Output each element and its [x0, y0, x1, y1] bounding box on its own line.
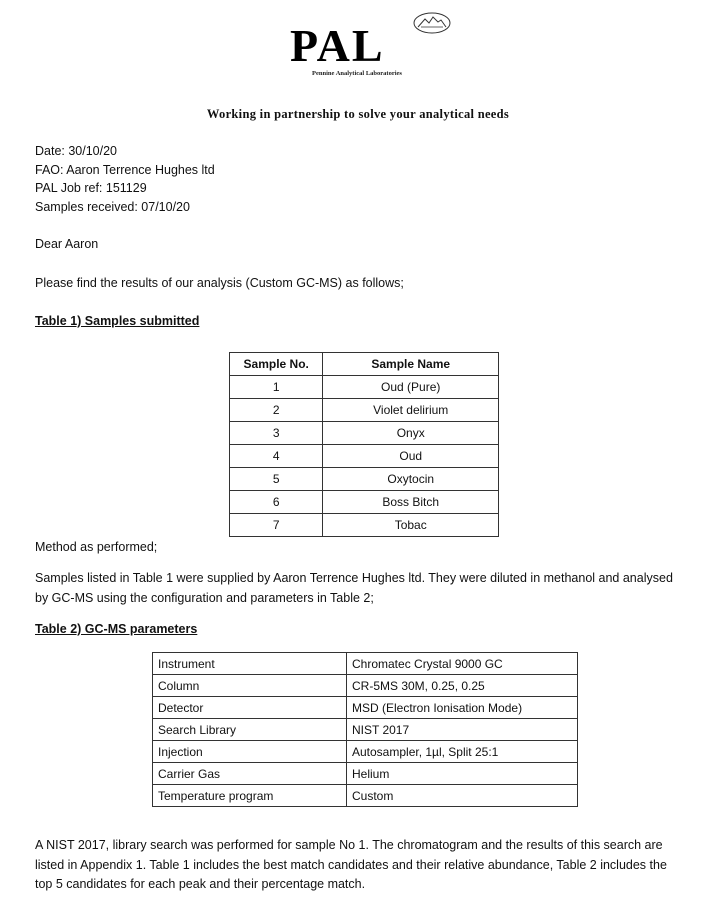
sample-no-cell: 4	[230, 445, 323, 468]
table-row	[230, 376, 499, 399]
samples-table	[229, 352, 499, 537]
sample-name-cell: Violet delirium	[323, 399, 499, 422]
logo: PAL	[290, 20, 385, 71]
table-row	[153, 785, 578, 807]
date-line: Date: 30/10/20	[35, 144, 118, 158]
gcms-parameters-table	[152, 652, 578, 807]
table1-heading: Table 1) Samples submitted	[35, 314, 200, 328]
sample-no-cell: 6	[230, 491, 323, 514]
samples-received-line: Samples received: 07/10/20	[35, 199, 190, 214]
closing-text: A NIST 2017, library search was performed for sample No 1. The chromatogram and the results of this search are listed in Appendix 1. Table 1 includes the best match candidates and their relative abundance, Table 2 includes the top 5 candidates for each peak and their percentage match.	[35, 838, 667, 891]
column-header: Sample No.	[230, 353, 323, 376]
value-cell: Helium	[347, 763, 578, 785]
parameter-cell: Carrier Gas	[153, 763, 347, 785]
table-row	[230, 422, 499, 445]
table-row	[153, 653, 578, 675]
mountain-logo-icon	[412, 10, 452, 36]
sample-no-cell: 2	[230, 399, 323, 422]
sample-name-cell: Tobac	[323, 514, 499, 537]
column-header: Sample Name	[323, 353, 499, 376]
parameter-cell: Instrument	[153, 653, 347, 675]
table-row	[230, 491, 499, 514]
table2-heading: Table 2) GC-MS parameters	[35, 622, 198, 636]
table-row	[153, 675, 578, 697]
table-row	[230, 445, 499, 468]
sample-no-cell: 7	[230, 514, 323, 537]
parameter-cell: Injection	[153, 741, 347, 763]
table-row	[230, 514, 499, 537]
job-ref-line: PAL Job ref: 151129	[35, 181, 147, 195]
method-label: Method as performed;	[35, 540, 158, 554]
table-row	[230, 399, 499, 422]
sample-no-cell: 5	[230, 468, 323, 491]
parameter-cell: Temperature program	[153, 785, 347, 807]
table-header-row	[230, 353, 499, 376]
value-cell: Chromatec Crystal 9000 GC	[347, 653, 578, 675]
greeting: Dear Aaron	[35, 237, 99, 251]
sample-no-cell: 1	[230, 376, 323, 399]
parameter-cell: Detector	[153, 697, 347, 719]
value-cell: MSD (Electron Ionisation Mode)	[347, 697, 578, 719]
table-row	[153, 741, 578, 763]
sample-name-cell: Oud (Pure)	[323, 376, 499, 399]
method-text: Samples listed in Table 1 were supplied by Aaron Terrence Hughes ltd. They were diluted in methanol and analysed by GC-MS using the configuration and parameters in Table 2;	[35, 571, 673, 605]
table-row	[153, 697, 578, 719]
sample-no-cell: 3	[230, 422, 323, 445]
table-row	[153, 763, 578, 785]
sample-name-cell: Onyx	[323, 422, 499, 445]
parameter-cell: Column	[153, 675, 347, 697]
table-row	[230, 468, 499, 491]
parameter-cell: Search Library	[153, 719, 347, 741]
value-cell: Autosampler, 1µl, Split 25:1	[347, 741, 578, 763]
value-cell: CR-5MS 30M, 0.25, 0.25	[347, 675, 578, 697]
sample-name-cell: Oud	[323, 445, 499, 468]
tagline: Working in partnership to solve your analytical needs	[206, 107, 510, 121]
fao-line: FAO: Aaron Terrence Hughes ltd	[35, 162, 215, 177]
intro-text: Please find the results of our analysis (Custom GC-MS) as follows;	[35, 276, 404, 290]
value-cell: Custom	[347, 785, 578, 807]
value-cell: NIST 2017	[347, 719, 578, 741]
table-row	[153, 719, 578, 741]
sample-name-cell: Oxytocin	[323, 468, 499, 491]
sample-name-cell: Boss Bitch	[323, 491, 499, 514]
logo-subtitle: Pennine Analytical Laboratories	[312, 70, 402, 77]
